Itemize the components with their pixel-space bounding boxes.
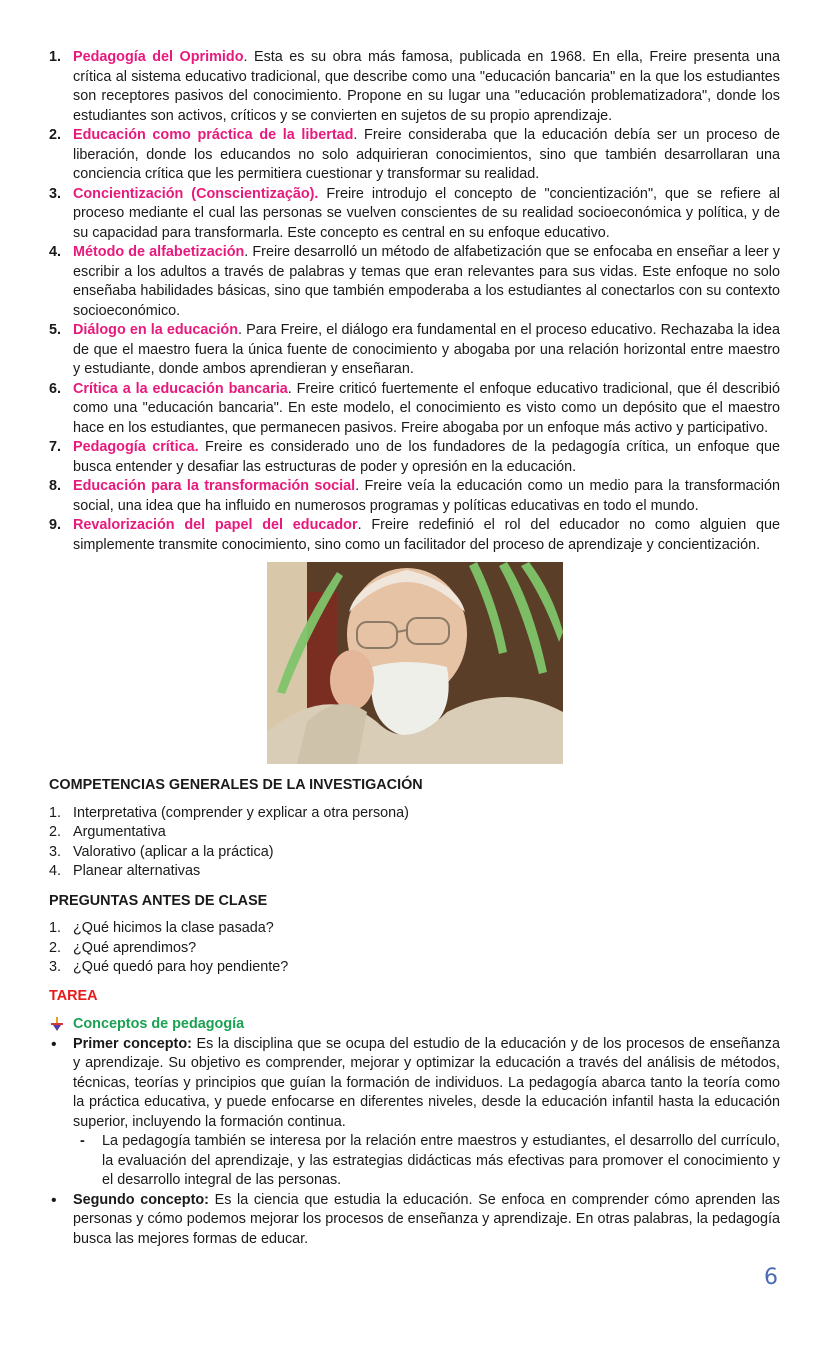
list-number: 3. (49, 843, 62, 860)
list-item (49, 185, 780, 244)
concept-text: Es la ciencia que estudia la educación. Se enfoca en comprender cómo aprenden las personas y cómo podemos mejorar los procesos de enseñanza y aprendizaje. En otras palabras, la pedagogía busca las mejores formas de educar. (73, 1191, 780, 1247)
list-item (49, 321, 780, 380)
list-item-segundo-concepto (49, 1191, 780, 1250)
list-item (49, 438, 780, 477)
item-title: Revalorización del papel del educador (73, 517, 358, 533)
concept-text: Es la disciplina que se ocupa del estudio de la educación y de los procesos de enseñanza y aprendizaje. Su objetivo es comprender, mejorar y optimizar la educación a través del análisis de métodos, técnicas, teorías y principios que guían la formación de individuos. La pedagogía abarca tanto la teoría como la práctica educativa, y puede enfocarse en diferentes niveles, desde la educación infantil hasta la educación superior, incluyendo la formación continua. (73, 1035, 780, 1130)
list-number: 3. (49, 185, 62, 202)
item-title: Crítica a la educación bancaria (73, 380, 288, 397)
sub-list (73, 1132, 780, 1191)
item-text: Freire es considerado uno de los fundadores de la pedagogía crítica, un enfoque que busca entender y desafiar las estructuras de poder y opresión en la educación. (73, 439, 780, 475)
list-item-primer-concepto (49, 1035, 780, 1191)
list-item (49, 939, 780, 959)
item-text: ¿Qué quedó para hoy pendiente? (73, 959, 289, 975)
item-text: Freire introdujo el concepto de "concientización", que se refiere al proceso mediante el cual las personas se vuelven conscientes de su realidad socioeconómica y política, y de su capacidad para transformarla. Este concepto es central en su enfoque educativo. (73, 185, 780, 241)
item-title: Diálogo en la educación (73, 322, 239, 338)
bullet-icon: • (51, 1191, 57, 1209)
item-text: . Freire veía la educación como un medio para la transformación social, una idea que ha influido en numerosos programas y políticas educativas en todo el mundo. (73, 478, 780, 514)
list-number: 1. (49, 804, 62, 821)
item-text: . Freire criticó fuertemente el enfoque educativo tradicional, que él describió como una "educación bancaria". En este modelo, el conocimiento es visto como un depósito que el maestro hace en los estudiantes, que permanecen pasivos. Freire abogaba por un enfoque más activo y participativo. (73, 380, 780, 436)
list-number: 5. (49, 322, 62, 338)
item-text: ¿Qué aprendimos? (73, 939, 197, 956)
sub-list-item (73, 1132, 780, 1191)
concept-label: Primer concepto: (73, 1035, 192, 1052)
item-text: ¿Qué hicimos la clase pasada? (73, 920, 274, 936)
concept-label: Segundo concepto: (73, 1191, 209, 1208)
portrait-illustration (267, 562, 563, 764)
freire-portrait-image (267, 562, 563, 764)
item-title: Método de alfabetización (73, 244, 245, 260)
item-title: Educación para la transformación social (73, 478, 356, 494)
item-text: . Para Freire, el diálogo era fundamental en el proceso educativo. Rechazaba la idea de que el maestro fuera la única fuente de conocimiento y abogaba por una relación horizontal entre maestro y estudiante, donde ambos aprendieran y enseñaran. (73, 322, 781, 377)
item-title: Concientización (Conscientização). (73, 185, 319, 202)
list-number: 9. (49, 517, 62, 533)
preguntas-heading: PREGUNTAS ANTES DE CLASE (49, 892, 268, 909)
list-item (49, 48, 780, 126)
list-number: 7. (49, 439, 62, 455)
list-item (49, 477, 780, 516)
preguntas-list (49, 919, 780, 978)
list-item (49, 380, 780, 439)
list-number: 4. (49, 863, 62, 879)
sub-item-text: La pedagogía también se interesa por la relación entre maestros y estudiantes, el desarrollo del currículo, la evaluación del aprendizaje, y las estrategias didácticas más efectivas para promover el conocimiento y el desarrollo integral de las personas. (102, 1133, 780, 1188)
item-text: . Freire desarrolló un método de alfabetización que se enfocaba en enseñar a leer y escribir a los adultos a través de palabras y temas que eran relevantes para sus vidas. Este enfoque no solo enseñaba habilidades básicas, sino que también empoderaba a los estudiantes al conectarlos con su contexto socioeconómico. (73, 244, 780, 319)
list-number: 1. (49, 49, 62, 65)
list-number: 2. (49, 939, 62, 956)
list-item (49, 243, 780, 321)
list-number: 1. (49, 920, 62, 936)
list-item (49, 843, 780, 863)
arrow-down-bullet-icon (50, 1015, 64, 1034)
list-number: 2. (49, 127, 62, 143)
list-number: 8. (49, 478, 62, 494)
list-item (49, 958, 780, 978)
list-number: 4. (49, 244, 62, 260)
tarea-heading: TAREA (49, 987, 98, 1004)
item-text: . Freire redefinió el rol del educador no como alguien que simplemente transmite conocimiento, sino como un facilitador del proceso de aprendizaje y concientización. (73, 517, 780, 553)
photo-container (49, 562, 780, 766)
concepts-title (49, 1015, 780, 1035)
list-number: 6. (49, 380, 62, 397)
item-text: Argumentativa (73, 824, 166, 840)
item-title: Educación como práctica de la libertad (73, 127, 354, 143)
list-item (49, 919, 780, 939)
bullet-icon: • (51, 1035, 57, 1053)
competencias-list (49, 804, 780, 882)
item-text: . Esta es su obra más famosa, publicada en 1968. En ella, Freire presenta una crítica al sistema educativo tradicional, que describe como una "educación bancaria" en la que los estudiantes son receptores pasivos del conocimiento. Propone en su lugar una "educación problematizadora", donde los estudiantes son activos, críticos y se convierten en sujetos de su propio aprendizaje. (73, 49, 780, 124)
list-item (49, 126, 780, 185)
item-text: Interpretativa (comprender y explicar a otra persona) (73, 804, 409, 821)
concepts-list (49, 1035, 780, 1250)
list-number: 2. (49, 824, 62, 840)
item-title: Pedagogía del Oprimido (73, 49, 244, 65)
document-page (49, 48, 780, 1249)
item-text: . Freire consideraba que la educación debía ser un proceso de liberación, donde los educandos no solo adquirieran conocimientos, sino que también desarrollaran una conciencia crítica que les permitiera cuestionar y transformar su realidad. (73, 127, 780, 182)
item-text: Valorativo (aplicar a la práctica) (73, 843, 274, 860)
list-item (49, 862, 780, 882)
list-number: 3. (49, 959, 62, 975)
freire-contributions-list (49, 48, 780, 555)
competencias-heading: COMPETENCIAS GENERALES DE LA INVESTIGACIÓN (49, 777, 423, 793)
item-text: Planear alternativas (73, 863, 201, 879)
list-item (49, 516, 780, 555)
list-item (49, 823, 780, 843)
list-item (49, 804, 780, 824)
dash-bullet-icon: - (80, 1133, 85, 1149)
concepts-title-text: Conceptos de pedagogía (73, 1016, 245, 1032)
page-number: 6 (764, 1265, 778, 1290)
item-title: Pedagogía crítica. (73, 439, 199, 455)
